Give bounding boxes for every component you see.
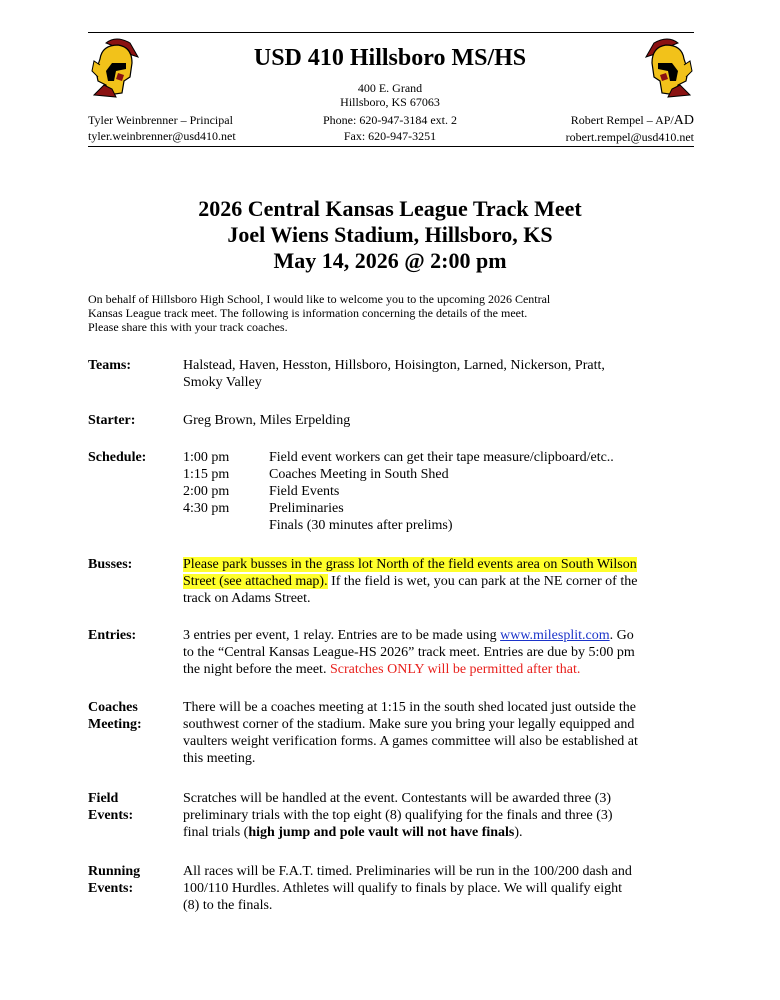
intro-line: On behalf of Hillsboro High School, I would like to welcome you to the upcoming 2026 Central [88, 292, 551, 306]
starter-text: Greg Brown, Miles Erpelding [183, 413, 351, 428]
coaches-text: this meeting. [183, 751, 256, 766]
highlighted-text: Please park busses in the grass lot North of the field events area on South Wilson [183, 557, 637, 572]
ad-contact [566, 112, 694, 145]
busses-text: If the field is wet, you can park at the NE corner of the [327, 574, 638, 589]
ad-suffix: AD [673, 113, 694, 128]
field-text: ). [514, 825, 523, 840]
section-body [183, 790, 698, 841]
field-text: final trials ( [183, 825, 249, 840]
label-line: Running [88, 864, 141, 879]
schedule-list [183, 449, 698, 534]
entries-text: 3 entries per event, 1 relay. Entries are to be made using [183, 628, 501, 643]
ad-name: Robert Rempel – AP/ [570, 113, 674, 127]
schedule-row [183, 517, 698, 534]
schedule-time: 1:15 pm [183, 467, 230, 482]
schedule-time: 4:30 pm [183, 501, 230, 516]
field-text: Scratches will be handled at the event. Contestants will be awarded three (3) [183, 791, 612, 806]
teams-line: Smoky Valley [183, 375, 262, 390]
section-body [183, 863, 698, 914]
schedule-desc: Field event workers can get their tape measure/clipboard/etc.. [269, 450, 614, 465]
phone: Phone: 620-947-3184 ext. 2 [323, 113, 457, 127]
schedule-desc: Coaches Meeting in South Shed [269, 467, 449, 482]
section-label [88, 699, 180, 733]
coaches-text: There will be a coaches meeting at 1:15 in the south shed located just outside the [183, 700, 636, 715]
intro-line: Kansas League track meet. The following is information concerning the details of the meet. [88, 306, 528, 320]
address-line-1: 400 E. Grand [357, 81, 423, 95]
teams-line: Halstead, Haven, Hesston, Hillsboro, Hoisington, Larned, Nickerson, Pratt, [183, 358, 605, 373]
principal-email: tyler.weinbrenner@usd410.net [88, 129, 236, 143]
no-finals-note: high jump and pole vault will not have finals [248, 825, 515, 840]
schedule-row [183, 466, 698, 483]
section-label: Entries: [88, 628, 137, 643]
title-line-2: Joel Wiens Stadium, Hillsboro, KS [227, 222, 553, 247]
running-text: (8) to the finals. [183, 898, 273, 913]
entries-text: . Go [609, 628, 634, 643]
section-body [183, 699, 698, 767]
schedule-row [183, 449, 698, 466]
label-line: Events: [88, 881, 134, 896]
label-line: Coaches [88, 700, 138, 715]
section-body [183, 556, 698, 607]
label-line: Field [88, 791, 119, 806]
intro-paragraph [88, 292, 698, 334]
meet-title [0, 196, 780, 274]
section-label [88, 863, 180, 897]
section-label: Busses: [88, 557, 133, 572]
field-text: preliminary trials with the top eight (8) qualifying for the finals and three (3) [183, 808, 613, 823]
label-line: Events: [88, 808, 134, 823]
title-line-1: 2026 Central Kansas League Track Meet [198, 196, 582, 221]
schedule-time: 1:00 pm [183, 450, 230, 465]
busses-text: track on Adams Street. [183, 591, 311, 606]
section-label: Starter: [88, 413, 136, 428]
running-text: 100/110 Hurdles. Athletes will qualify to finals by place. We will qualify eight [183, 881, 623, 896]
intro-line: Please share this with your track coaches. [88, 320, 288, 334]
section-label: Schedule: [88, 450, 147, 465]
milesplit-link[interactable]: www.milesplit.com [500, 628, 610, 643]
entries-text: the night before the meet. [183, 662, 330, 677]
label-line: Meeting: [88, 717, 142, 732]
section-body [183, 357, 698, 391]
schedule-time: 2:00 pm [183, 484, 230, 499]
ad-email: robert.rempel@usd410.net [565, 130, 694, 144]
principal-name: Tyler Weinbrenner – Principal [88, 113, 233, 127]
schedule-row [183, 500, 698, 517]
running-text: All races will be F.A.T. timed. Preliminaries will be run in the 100/200 dash and [183, 864, 632, 879]
schedule-desc: Finals (30 minutes after prelims) [269, 518, 453, 533]
school-name: USD 410 Hillsboro MS/HS [253, 45, 527, 71]
entries-text: to the “Central Kansas League-HS 2026” track meet. Entries are due by 5:00 pm [183, 645, 635, 660]
section-label: Teams: [88, 358, 132, 373]
title-line-3: May 14, 2026 @ 2:00 pm [273, 248, 507, 273]
highlighted-text: Street (see attached map). [183, 574, 328, 589]
scratches-warning: Scratches ONLY will be permitted after that. [329, 662, 581, 677]
schedule-desc: Preliminaries [269, 501, 344, 516]
schedule-row [183, 483, 698, 500]
coaches-text: southwest corner of the stadium. Make sure you bring your legally equipped and [183, 717, 635, 732]
schedule-desc: Field Events [269, 484, 340, 499]
fax: Fax: 620-947-3251 [343, 129, 437, 143]
header-bottom-rule [88, 146, 694, 147]
section-body [183, 627, 698, 678]
coaches-text: vaulters weight verification forms. A games committee will also be established at [183, 734, 638, 749]
section-label [88, 790, 180, 824]
header-top-rule [88, 32, 694, 33]
address-line-2: Hillsboro, KS 67063 [340, 95, 440, 109]
